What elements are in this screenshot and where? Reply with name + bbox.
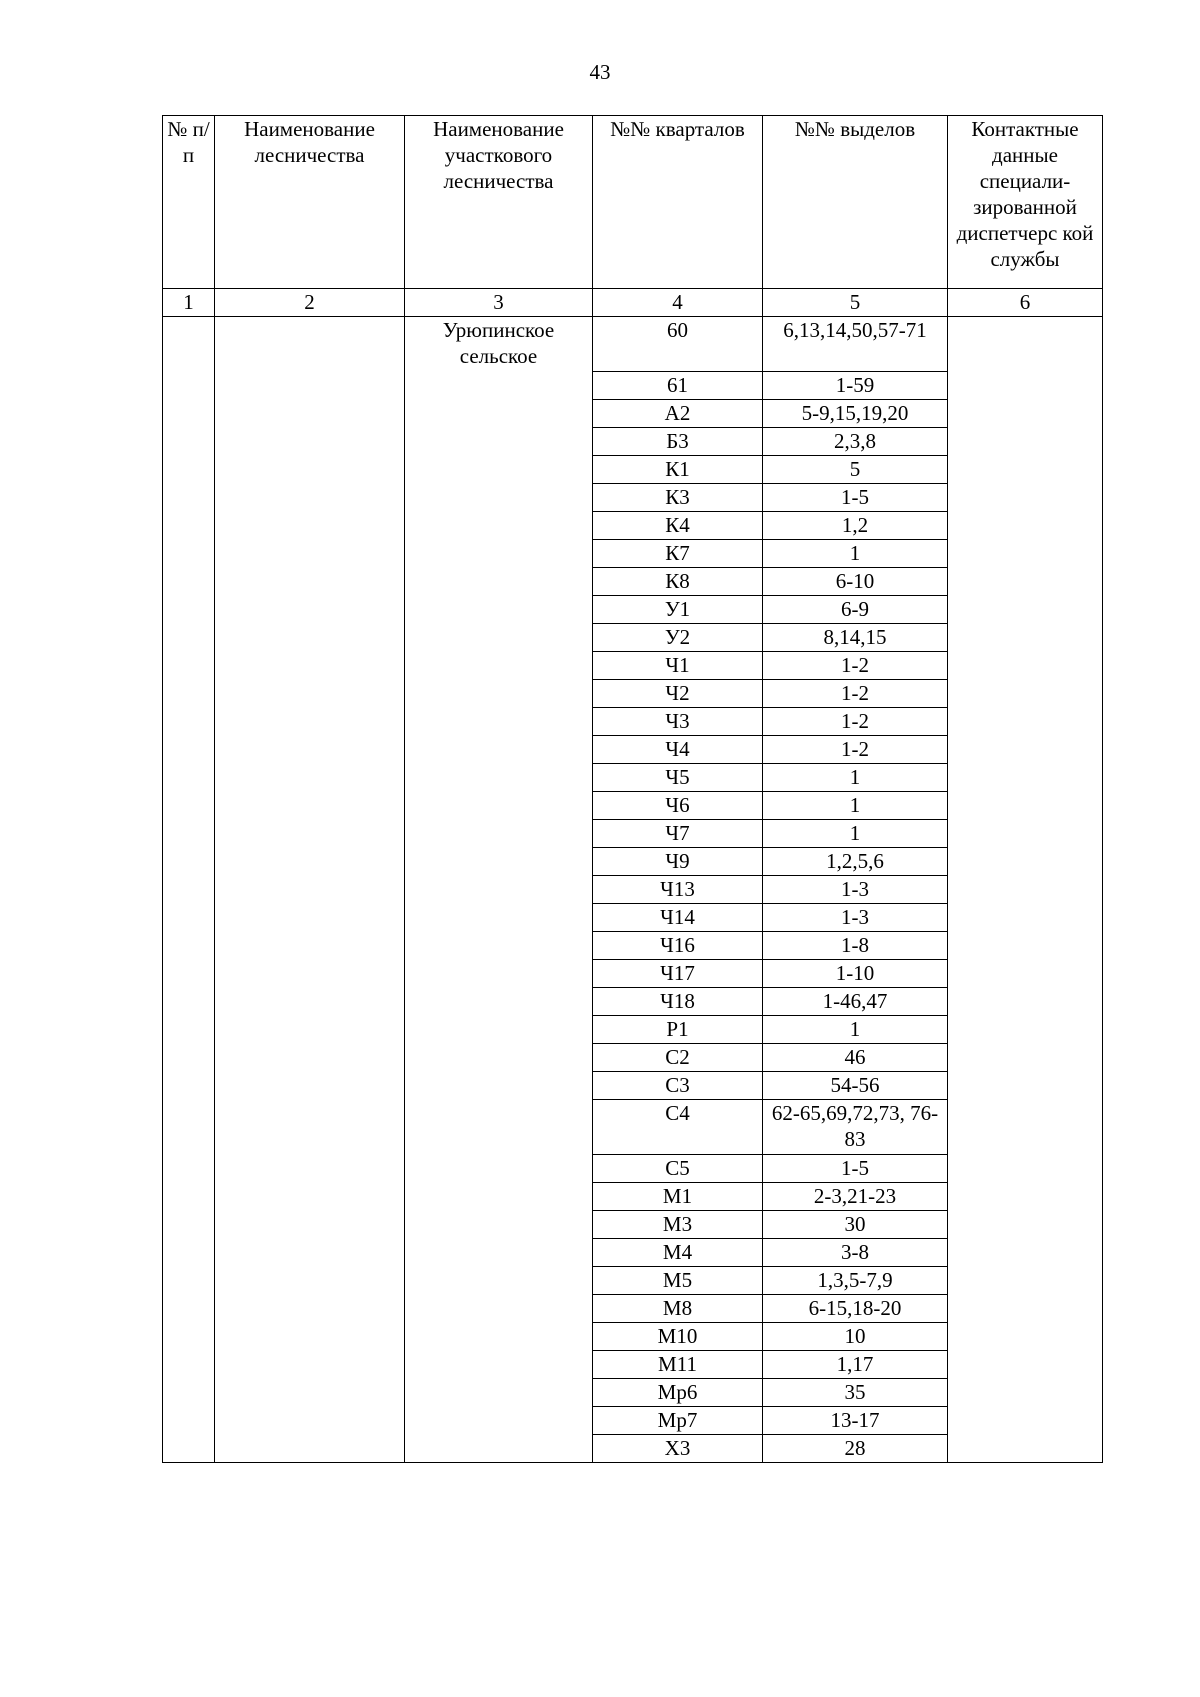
cell-allotments: 1-8 bbox=[763, 932, 948, 960]
forest-table bbox=[162, 115, 1103, 1463]
cell-allotments: 2,3,8 bbox=[763, 428, 948, 456]
cell-district-forestry: Урюпинское сельское bbox=[405, 317, 593, 1463]
cell-quarter: Ч7 bbox=[593, 820, 763, 848]
cell-allotments: 3-8 bbox=[763, 1239, 948, 1267]
header-cell-number: № п/п bbox=[163, 116, 215, 289]
cell-allotments: 1,17 bbox=[763, 1351, 948, 1379]
cell-quarter: К4 bbox=[593, 512, 763, 540]
cell-number-merged bbox=[163, 317, 215, 1463]
cell-allotments: 6-15,18-20 bbox=[763, 1295, 948, 1323]
header-cell-contacts: Контактные данные специали-зированной диспетчерс кой службы bbox=[948, 116, 1103, 289]
cell-quarter: К1 bbox=[593, 456, 763, 484]
cell-allotments: 35 bbox=[763, 1379, 948, 1407]
cell-quarter: Ч18 bbox=[593, 988, 763, 1016]
cell-quarter: У1 bbox=[593, 596, 763, 624]
cell-allotments: 1-46,47 bbox=[763, 988, 948, 1016]
cell-quarter: К8 bbox=[593, 568, 763, 596]
cell-quarter: Ч14 bbox=[593, 904, 763, 932]
table-body bbox=[163, 317, 1103, 1463]
cell-quarter: У2 bbox=[593, 624, 763, 652]
cell-quarter: С4 bbox=[593, 1100, 763, 1155]
cell-allotments: 1,2 bbox=[763, 512, 948, 540]
column-number: 3 bbox=[405, 289, 593, 317]
column-number-row bbox=[163, 289, 1103, 317]
column-number: 4 bbox=[593, 289, 763, 317]
cell-quarter: Мр6 bbox=[593, 1379, 763, 1407]
cell-allotments: 1 bbox=[763, 820, 948, 848]
cell-allotments: 8,14,15 bbox=[763, 624, 948, 652]
cell-allotments: 2-3,21-23 bbox=[763, 1183, 948, 1211]
cell-allotments: 46 bbox=[763, 1044, 948, 1072]
column-number: 1 bbox=[163, 289, 215, 317]
cell-allotments: 6-9 bbox=[763, 596, 948, 624]
cell-quarter: К7 bbox=[593, 540, 763, 568]
cell-quarter: 61 bbox=[593, 372, 763, 400]
cell-allotments: 1,2,5,6 bbox=[763, 848, 948, 876]
cell-quarter: Ч2 bbox=[593, 680, 763, 708]
cell-quarter: Ч13 bbox=[593, 876, 763, 904]
cell-quarter: К3 bbox=[593, 484, 763, 512]
header-cell-forestry: Наименование лесничества bbox=[215, 116, 405, 289]
cell-quarter: М8 bbox=[593, 1295, 763, 1323]
cell-quarter: Ч16 bbox=[593, 932, 763, 960]
page-number: 43 bbox=[589, 60, 611, 84]
cell-quarter: Ч17 bbox=[593, 960, 763, 988]
header-row bbox=[163, 116, 1103, 289]
cell-allotments: 6-10 bbox=[763, 568, 948, 596]
cell-allotments: 1-3 bbox=[763, 904, 948, 932]
cell-allotments: 30 bbox=[763, 1211, 948, 1239]
cell-quarter: М11 bbox=[593, 1351, 763, 1379]
cell-allotments: 1 bbox=[763, 792, 948, 820]
header-cell-allotments: №№ выделов bbox=[763, 116, 948, 289]
cell-allotments: 13-17 bbox=[763, 1407, 948, 1435]
cell-quarter: Ч5 bbox=[593, 764, 763, 792]
cell-allotments: 1 bbox=[763, 1016, 948, 1044]
cell-quarter: А2 bbox=[593, 400, 763, 428]
cell-quarter: Б3 bbox=[593, 428, 763, 456]
cell-quarter: С3 bbox=[593, 1072, 763, 1100]
column-number: 6 bbox=[948, 289, 1103, 317]
cell-quarter: Х3 bbox=[593, 1435, 763, 1463]
cell-quarter: М3 bbox=[593, 1211, 763, 1239]
cell-allotments: 1,3,5-7,9 bbox=[763, 1267, 948, 1295]
cell-allotments: 1-2 bbox=[763, 652, 948, 680]
column-number: 2 bbox=[215, 289, 405, 317]
cell-quarter: М1 bbox=[593, 1183, 763, 1211]
cell-quarter: Мр7 bbox=[593, 1407, 763, 1435]
table-row bbox=[163, 317, 1103, 372]
cell-allotments: 5 bbox=[763, 456, 948, 484]
header-cell-district-forestry: Наименование участкового лесничества bbox=[405, 116, 593, 289]
cell-allotments: 6,13,14,50,57-71 bbox=[763, 317, 948, 372]
cell-quarter: 60 bbox=[593, 317, 763, 372]
cell-quarter: Ч1 bbox=[593, 652, 763, 680]
cell-allotments: 1-3 bbox=[763, 876, 948, 904]
cell-allotments: 10 bbox=[763, 1323, 948, 1351]
cell-allotments: 62-65,69,72,73, 76-83 bbox=[763, 1100, 948, 1155]
cell-allotments: 1 bbox=[763, 764, 948, 792]
cell-allotments: 28 bbox=[763, 1435, 948, 1463]
cell-quarter: Ч3 bbox=[593, 708, 763, 736]
cell-quarter: Р1 bbox=[593, 1016, 763, 1044]
cell-allotments: 5-9,15,19,20 bbox=[763, 400, 948, 428]
cell-quarter: М4 bbox=[593, 1239, 763, 1267]
cell-allotments: 1-2 bbox=[763, 680, 948, 708]
cell-allotments: 1-2 bbox=[763, 708, 948, 736]
cell-quarter: С2 bbox=[593, 1044, 763, 1072]
cell-allotments: 54-56 bbox=[763, 1072, 948, 1100]
cell-quarter: С5 bbox=[593, 1155, 763, 1183]
cell-contacts-merged bbox=[948, 317, 1103, 1463]
cell-allotments: 1-5 bbox=[763, 484, 948, 512]
cell-allotments: 1-59 bbox=[763, 372, 948, 400]
cell-quarter: М10 bbox=[593, 1323, 763, 1351]
cell-allotments: 1 bbox=[763, 540, 948, 568]
cell-forestry-merged bbox=[215, 317, 405, 1463]
cell-quarter: М5 bbox=[593, 1267, 763, 1295]
cell-quarter: Ч4 bbox=[593, 736, 763, 764]
header-cell-quarters: №№ кварталов bbox=[593, 116, 763, 289]
cell-allotments: 1-2 bbox=[763, 736, 948, 764]
cell-allotments: 1-5 bbox=[763, 1155, 948, 1183]
cell-quarter: Ч6 bbox=[593, 792, 763, 820]
cell-allotments: 1-10 bbox=[763, 960, 948, 988]
column-number: 5 bbox=[763, 289, 948, 317]
cell-quarter: Ч9 bbox=[593, 848, 763, 876]
